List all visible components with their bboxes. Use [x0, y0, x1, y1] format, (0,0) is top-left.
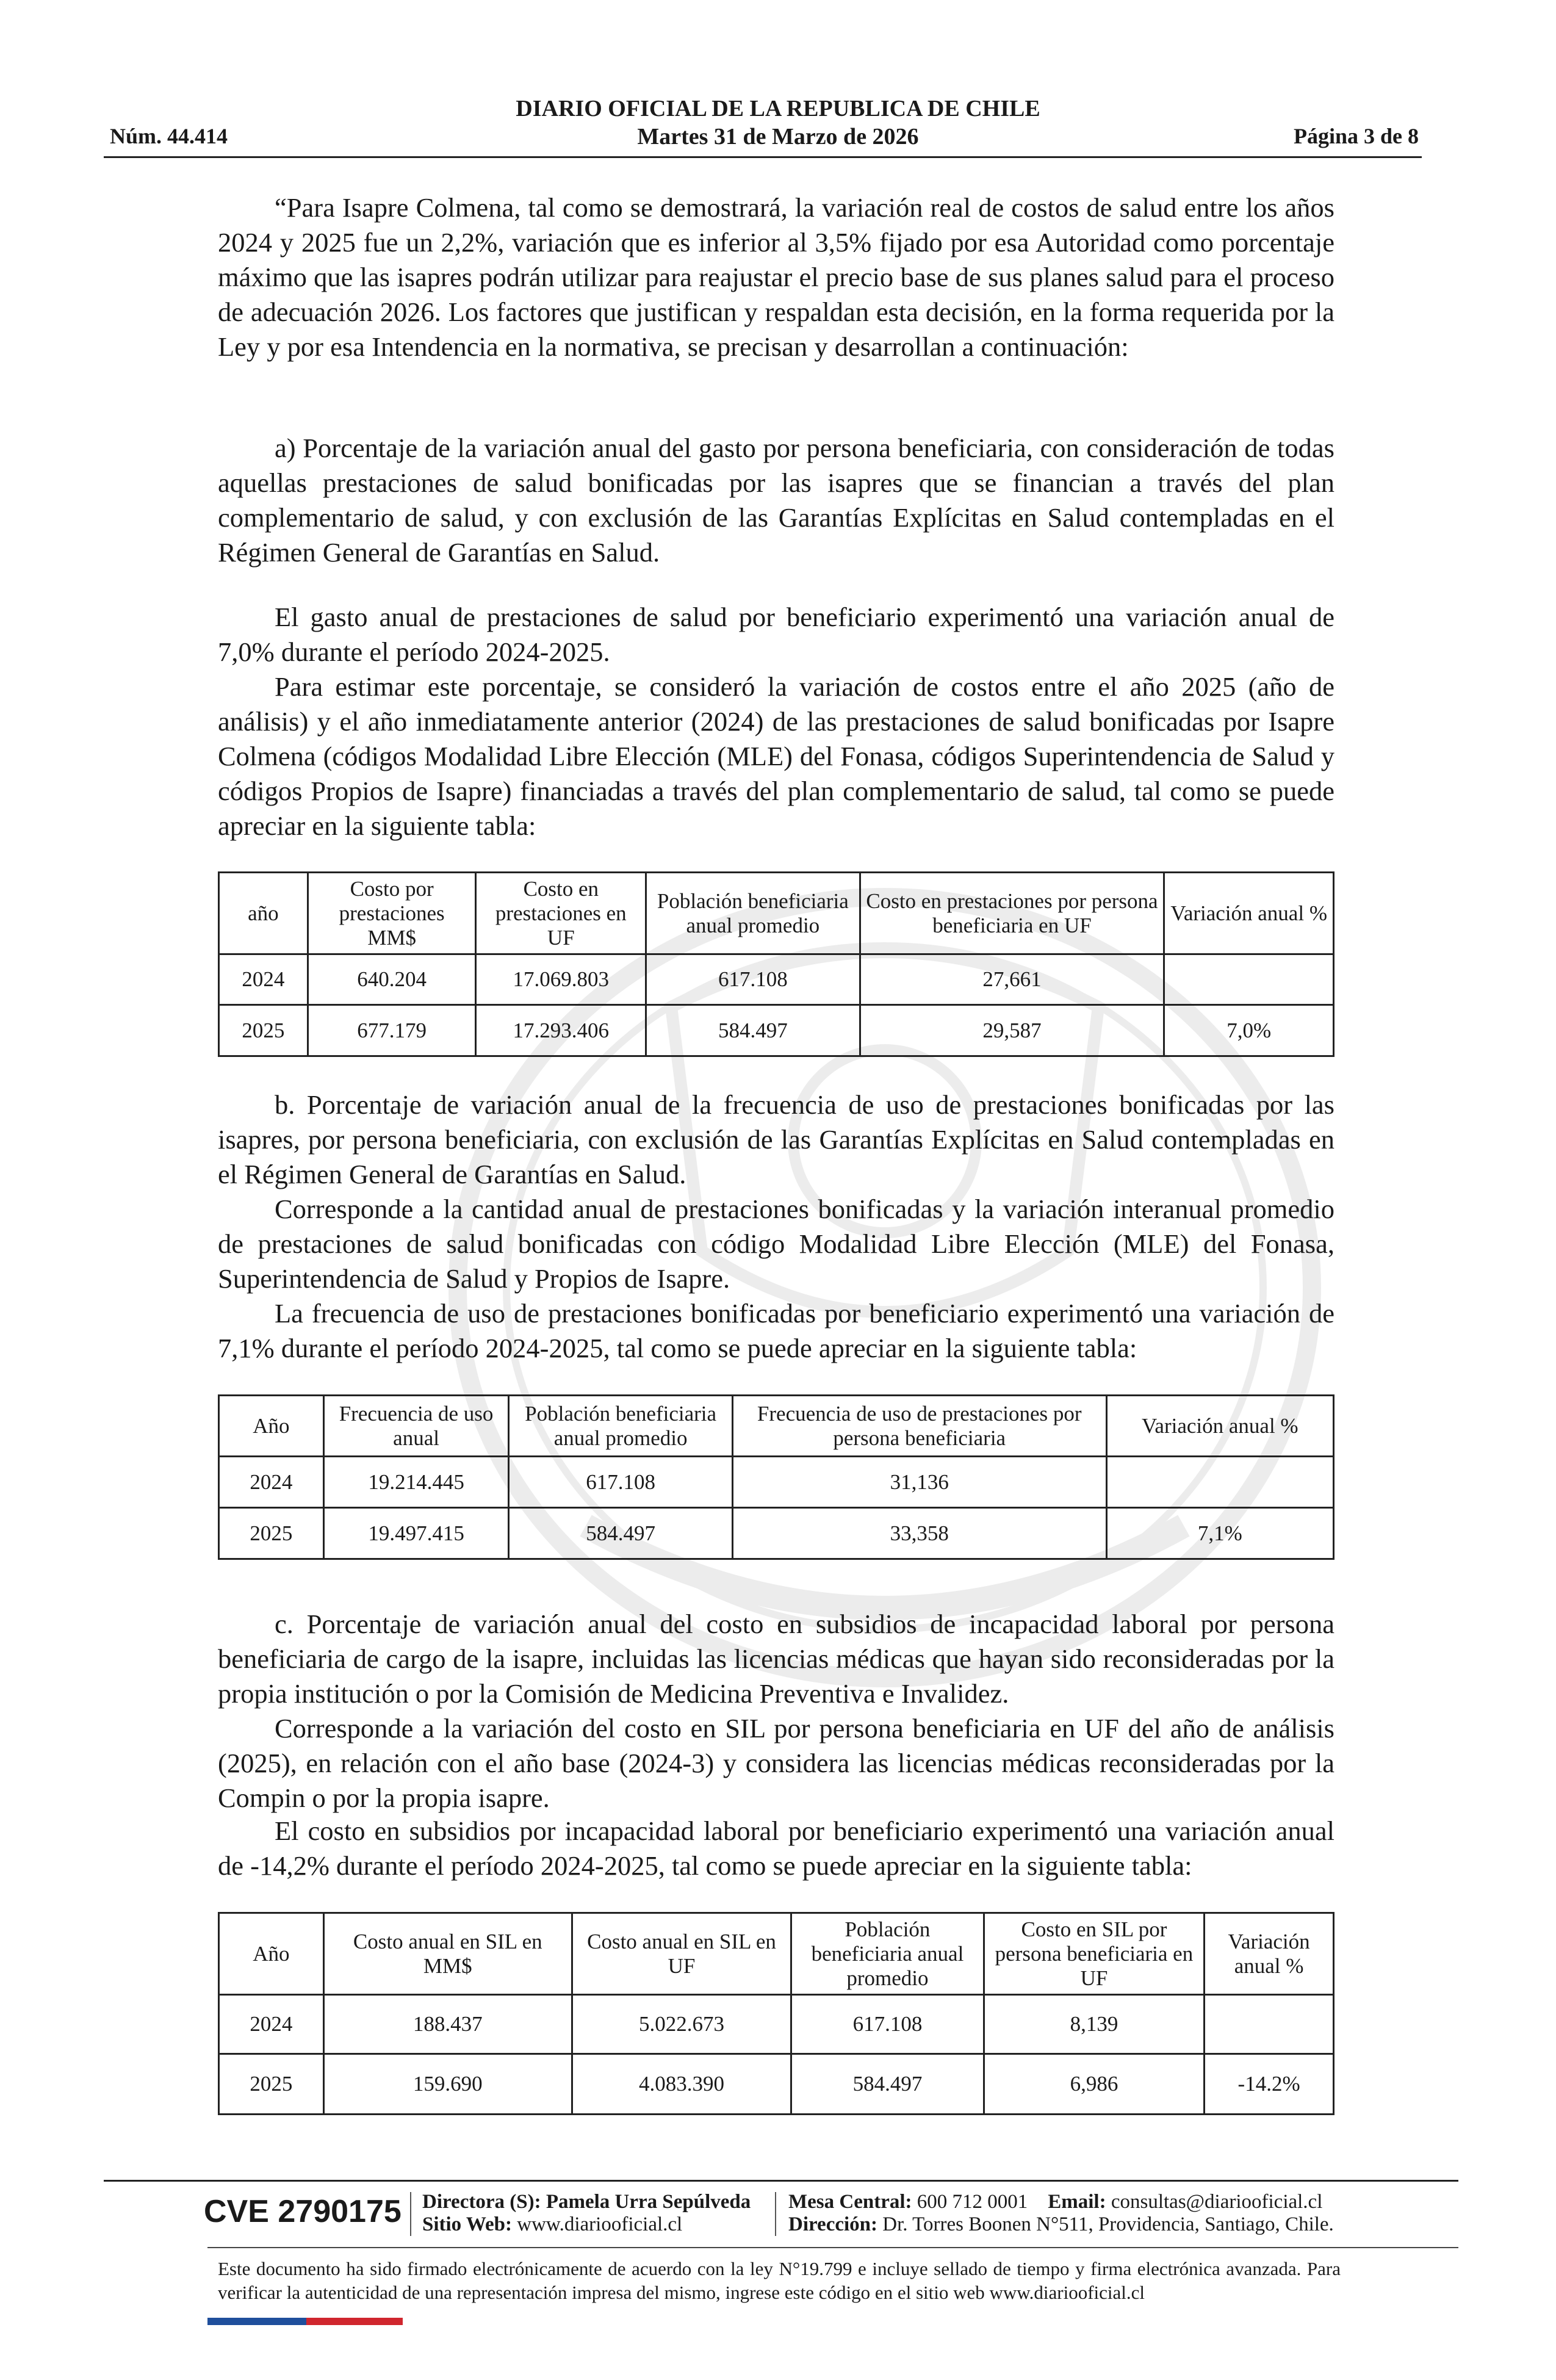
- table-row: [219, 1508, 1334, 1559]
- table-cell: 2024: [219, 1995, 324, 2054]
- table-cell: 584.497: [791, 2054, 984, 2115]
- paragraph-item-c: c. Porcentaje de variación anual del costo en subsidios de incapacidad laboral por persona beneficiaria de cargo de la isapre, incluidas las licencias médicas que hayan sido reconsideradas por la propia institución o por la Comisión de Medicina Preventiva e Invalidez.: [218, 1609, 1334, 1709]
- paragraph-c-method: Corresponde a la variación del costo en SIL por persona beneficiaria en UF del año de análisis (2025), en relación con el año base (2024-3) y considera las licencias médicas reconsideradas por la Compin o por la propia isapre.: [218, 1713, 1334, 1813]
- table-cell: 7,1%: [1106, 1508, 1333, 1559]
- table-cell: [1106, 1457, 1333, 1508]
- table-cell: 2024: [219, 954, 308, 1005]
- table-row: [219, 2054, 1334, 2115]
- table-cell: 617.108: [791, 1995, 984, 2054]
- table-header-cell: Costo anual en SIL en UF: [572, 1913, 791, 1995]
- footer-separator: [775, 2192, 776, 2236]
- paragraph-item-a: a) Porcentaje de la variación anual del gasto por persona beneficiaria, con consideración de todas aquellas prestaciones de salud bonificadas por las isapres que se financian a través del plan complementario de salud, y con exclusión de las Garantías Explícitas en Salud contempladas en el Régimen General de Garantías en Salud.: [218, 433, 1334, 568]
- publication-date: Martes 31 de Marzo de 2026: [637, 124, 919, 150]
- email-label: Email:: [1048, 2191, 1106, 2213]
- table-cell: 17.069.803: [476, 954, 646, 1005]
- table-cell: 31,136: [732, 1457, 1106, 1508]
- footer-note-divider: [207, 2247, 1458, 2248]
- paragraph-item-b: b. Porcentaje de variación anual de la frecuencia de uso de prestaciones bonificadas por las isapres, por persona beneficiaria, con exclusión de las Garantías Explícitas en Salud contempladas en el Régimen General de Garantías en Salud.: [218, 1089, 1334, 1189]
- table-header-cell: Población beneficiaria anual promedio: [791, 1913, 984, 1995]
- phone-label: Mesa Central:: [788, 2191, 912, 2213]
- table-header-cell: Variación anual %: [1205, 1913, 1334, 1995]
- table-cell: 29,587: [860, 1005, 1164, 1056]
- table-cell: 617.108: [646, 954, 860, 1005]
- paragraph-b-method: Corresponde a la cantidad anual de prestaciones bonificadas y la variación interanual promedio de prestaciones de salud bonificadas con código Modalidad Libre Elección (MLE) del Fonasa, Superintendencia de Salud y Propios de Isapre.: [218, 1194, 1334, 1294]
- issue-number: Núm. 44.414: [110, 124, 228, 148]
- table-cell: 19.214.445: [323, 1457, 509, 1508]
- director-label: Directora (S):: [422, 2191, 541, 2213]
- table-header-cell: Costo en prestaciones por persona beneficiaria en UF: [860, 873, 1164, 954]
- table-header-cell: año: [219, 873, 308, 954]
- paragraph-c-result: El costo en subsidios por incapacidad laboral por beneficiario experimentó una variación anual de -14,2% durante el período 2024-2025, tal como se puede apreciar en la siguiente tabla:: [218, 1816, 1334, 1881]
- website-label: Sitio Web:: [422, 2213, 513, 2235]
- paragraph-intro: “Para Isapre Colmena, tal como se demostrará, la variación real de costos de salud entre los años 2024 y 2025 fue un 2,2%, variación que es inferior al 3,5% fijado por esa Autoridad como porcentaje máximo que las isapres podrán utilizar para reajustar el precio base de sus planes salud para el proceso de adecuación 2026. Los factores que justifican y respaldan esta decisión, en la forma requerida por la Ley y por esa Intendencia en la normativa, se precisan y desarrollan a continuación:: [218, 192, 1334, 362]
- paragraph-a-result: El gasto anual de prestaciones de salud por beneficiario experimentó una variación anual de 7,0% durante el período 2024-2025.: [218, 602, 1334, 667]
- header-divider: [104, 156, 1422, 158]
- table-header-cell: Frecuencia de uso de prestaciones por persona beneficiaria: [732, 1396, 1106, 1457]
- table-header-cell: Costo en SIL por persona beneficiaria en UF: [984, 1913, 1204, 1995]
- website-link[interactable]: www.diariooficial.cl: [517, 2213, 683, 2235]
- page-indicator: Página 3 de 8: [1293, 124, 1419, 148]
- footer-divider: [104, 2180, 1458, 2182]
- table-header-cell: Variación anual %: [1106, 1396, 1333, 1457]
- table-cell: 584.497: [509, 1508, 732, 1559]
- phone-number: 600 712 0001: [917, 2191, 1028, 2213]
- email-link[interactable]: consultas@diariooficial.cl: [1111, 2191, 1323, 2213]
- table-row: [219, 954, 1334, 1005]
- table-cell: 2025: [219, 1005, 308, 1056]
- footer-director-block: [422, 2191, 751, 2236]
- table-cell: 188.437: [323, 1995, 572, 2054]
- footer-contact-block: [788, 2191, 1334, 2236]
- table-header-cell: Población beneficiaria anual promedio: [509, 1396, 732, 1457]
- footer-stripe-red: [306, 2318, 403, 2325]
- signature-notice: Este documento ha sido firmado electrónicamente de acuerdo con la ley N°19.799 e incluye sellado de tiempo y firma electrónica avanzada. Para verificar la autenticidad de una representación impresa del mismo, ingrese este código en el sitio web www.diariooficial.cl: [218, 2258, 1341, 2303]
- table-cell: 584.497: [646, 1005, 860, 1056]
- table-cell: 19.497.415: [323, 1508, 509, 1559]
- table-header-cell: Costo por prestaciones MM$: [308, 873, 476, 954]
- paragraph-a-method: Para estimar este porcentaje, se consideró la variación de costos entre el año 2025 (año de análisis) y el año inmediatamente anterior (2024) de las prestaciones de salud bonificadas por Isapre Colmena (códigos Modalidad Libre Elección (MLE) del Fonasa, códigos Superintendencia de Salud y códigos Propios de Isapre) financiadas a través del plan complementario de salud, tal como se puede apreciar en la siguiente tabla:: [218, 671, 1334, 841]
- table-header-cell: Costo anual en SIL en MM$: [323, 1913, 572, 1995]
- table-cell: 4.083.390: [572, 2054, 791, 2115]
- paragraph-b-result: La frecuencia de uso de prestaciones bonificadas por beneficiario experimentó una variación de 7,1% durante el período 2024-2025, tal como se puede apreciar en la siguiente tabla:: [218, 1298, 1334, 1363]
- address-value: Dr. Torres Boonen N°511, Providencia, Santiago, Chile.: [882, 2213, 1334, 2235]
- table-cell: 640.204: [308, 954, 476, 1005]
- table-cell: 159.690: [323, 2054, 572, 2115]
- table-cell: [1205, 1995, 1334, 2054]
- table-cell: [1164, 954, 1334, 1005]
- table-cell: 33,358: [732, 1508, 1106, 1559]
- table-row: [219, 1995, 1334, 2054]
- table-cell: 2025: [219, 2054, 324, 2115]
- table-header-cell: Variación anual %: [1164, 873, 1334, 954]
- table-cell: 8,139: [984, 1995, 1204, 2054]
- table-header-row: [219, 1913, 1334, 1995]
- table-cell: 2024: [219, 1457, 324, 1508]
- table-header-cell: Población beneficiaria anual promedio: [646, 873, 860, 954]
- usage-frequency-table: [218, 1394, 1334, 1560]
- table-header-row: [219, 1396, 1334, 1457]
- table-row: [219, 1005, 1334, 1056]
- table-cell: 617.108: [509, 1457, 732, 1508]
- table-header-cell: Costo en prestaciones en UF: [476, 873, 646, 954]
- footer-stripe-blue: [207, 2318, 306, 2325]
- cve-code: CVE 2790175: [204, 2194, 402, 2229]
- footer-separator: [410, 2192, 411, 2236]
- table-cell: -14.2%: [1205, 2054, 1334, 2115]
- table-cell: 6,986: [984, 2054, 1204, 2115]
- table-cell: 7,0%: [1164, 1005, 1334, 1056]
- table-cell: 677.179: [308, 1005, 476, 1056]
- table-header-cell: Año: [219, 1396, 324, 1457]
- table-cell: 2025: [219, 1508, 324, 1559]
- table-cell: 5.022.673: [572, 1995, 791, 2054]
- cost-per-beneficiary-table: [218, 871, 1334, 1057]
- table-header-cell: Frecuencia de uso anual: [323, 1396, 509, 1457]
- table-row: [219, 1457, 1334, 1508]
- publication-title: DIARIO OFICIAL DE LA REPUBLICA DE CHILE: [516, 96, 1040, 121]
- table-cell: 17.293.406: [476, 1005, 646, 1056]
- sick-leave-cost-table: [218, 1912, 1334, 2115]
- director-name: Pamela Urra Sepúlveda: [546, 2191, 751, 2213]
- table-cell: 27,661: [860, 954, 1164, 1005]
- address-label: Dirección:: [788, 2213, 878, 2235]
- table-header-cell: Año: [219, 1913, 324, 1995]
- table-header-row: [219, 873, 1334, 954]
